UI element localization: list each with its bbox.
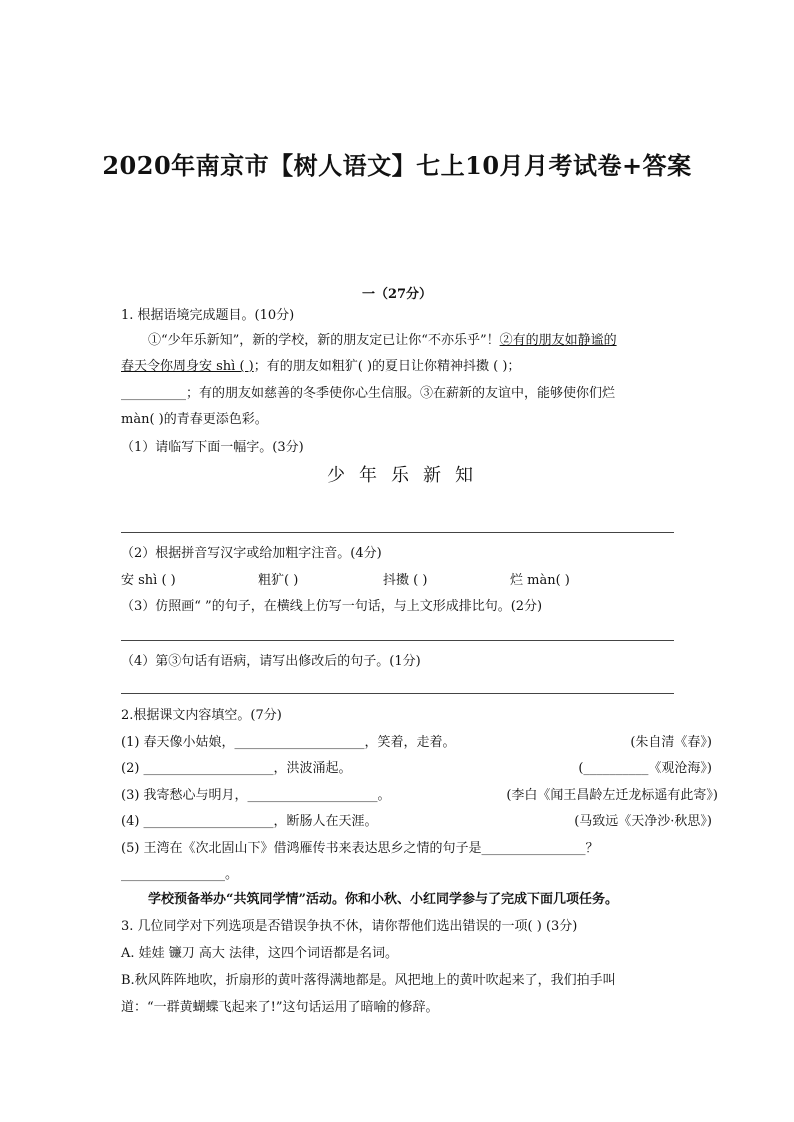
pinyin-item-1: 安 shì ( ): [121, 573, 176, 588]
q1-sub2: （2）根据拼音写汉字或给加粗字注音。(4分): [121, 546, 382, 561]
section-heading: 一（27分）: [361, 287, 433, 302]
answer-line: [121, 640, 674, 641]
q2-item-4: (4) ____________________，断肠人在天涯。: [121, 814, 378, 829]
q2-item-2-source: (__________《观沧海》): [578, 761, 712, 776]
q2-item-1: (1) 春天像小姑娘，____________________，笑着，走着。: [121, 735, 456, 750]
passage-line2-rest: ；有的朋友如粗犷( )的夏日让你精神抖擞 ( )；: [253, 359, 521, 374]
answer-line: [121, 693, 674, 694]
q1-sub3: （3）仿照画“ ”的句子，在横线上仿写一句话，与上文形成排比句。(2分): [121, 599, 543, 614]
q1-stem: 1. 根据语境完成题目。(10分): [121, 308, 295, 323]
q2-item-4-source: (马致远《天净沙·秋思》): [574, 814, 712, 829]
q1-sub1: （1）请临写下面一幅字。(3分): [121, 440, 304, 455]
passage-underlined-tail: 春天令你周身安 shì ( ): [121, 359, 254, 374]
passage-sentence-1: ①“少年乐新知”，新的学校，新的朋友定已让你“不亦乐乎”！: [148, 333, 500, 348]
answer-line: [121, 532, 674, 533]
q2-item-3-source: (李白《闻王昌龄左迁龙标遥有此寄》): [506, 788, 718, 803]
q3-option-b-line1: B.秋风阵阵地吹，折扇形的黄叶落得满地都是。风把地上的黄叶吹起来了，我们拍手叫: [121, 973, 616, 988]
q2-item-3: (3) 我寄愁心与明月，____________________。: [121, 788, 391, 803]
page-title: 2020年南京市【树人语文】七上10月月考试卷+答案: [102, 151, 692, 180]
pinyin-item-4: 烂 màn( ): [510, 573, 570, 588]
q1-passage-line2: [121, 358, 520, 376]
q1-passage-line1: [148, 332, 617, 350]
pinyin-item-3: 抖擞 ( ): [383, 573, 428, 588]
q1-sub4: （4）第③句话有语病，请写出修改后的句子。(1分): [121, 654, 421, 669]
q1-passage-line4: màn( )的青春更添色彩。: [121, 412, 268, 427]
q3-option-a: A. 娃娃 镰刀 高大 法律，这四个词语都是名词。: [121, 946, 399, 961]
q2-item-5-continued: ________________。: [121, 867, 239, 882]
q3-stem: 3. 几位同学对下列选项是否错误争执不休，请你帮他们选出错误的一项( ) (3分): [121, 919, 578, 934]
q2-stem: 2.根据课文内容填空。(7分): [121, 708, 282, 723]
q3-option-b-line2: 道：“一群黄蝴蝶飞起来了!”这句话运用了暗喻的修辞。: [121, 1000, 439, 1015]
calligraphy-model: 少年乐新知: [327, 465, 487, 486]
q2-item-2: (2) ____________________，洪波涌起。: [121, 761, 352, 776]
q2-item-1-source: (朱自清《春》): [630, 735, 712, 750]
q2-item-5: (5) 王湾在《次北固山下》借鸿雁传书来表达思乡之情的句子是________________？: [121, 841, 599, 856]
activity-intro: 学校预备举办“共筑同学情”活动。你和小秋、小红同学参与了完成下面几项任务。: [148, 892, 618, 907]
q1-passage-line3: __________；有的朋友如慈善的冬季使你心生信服。③在薪新的友谊中，能够使你们烂: [121, 386, 616, 401]
passage-sentence-2-underlined: ②有的朋友如静谧的: [499, 333, 617, 348]
pinyin-item-2: 粗犷( ): [258, 573, 299, 588]
